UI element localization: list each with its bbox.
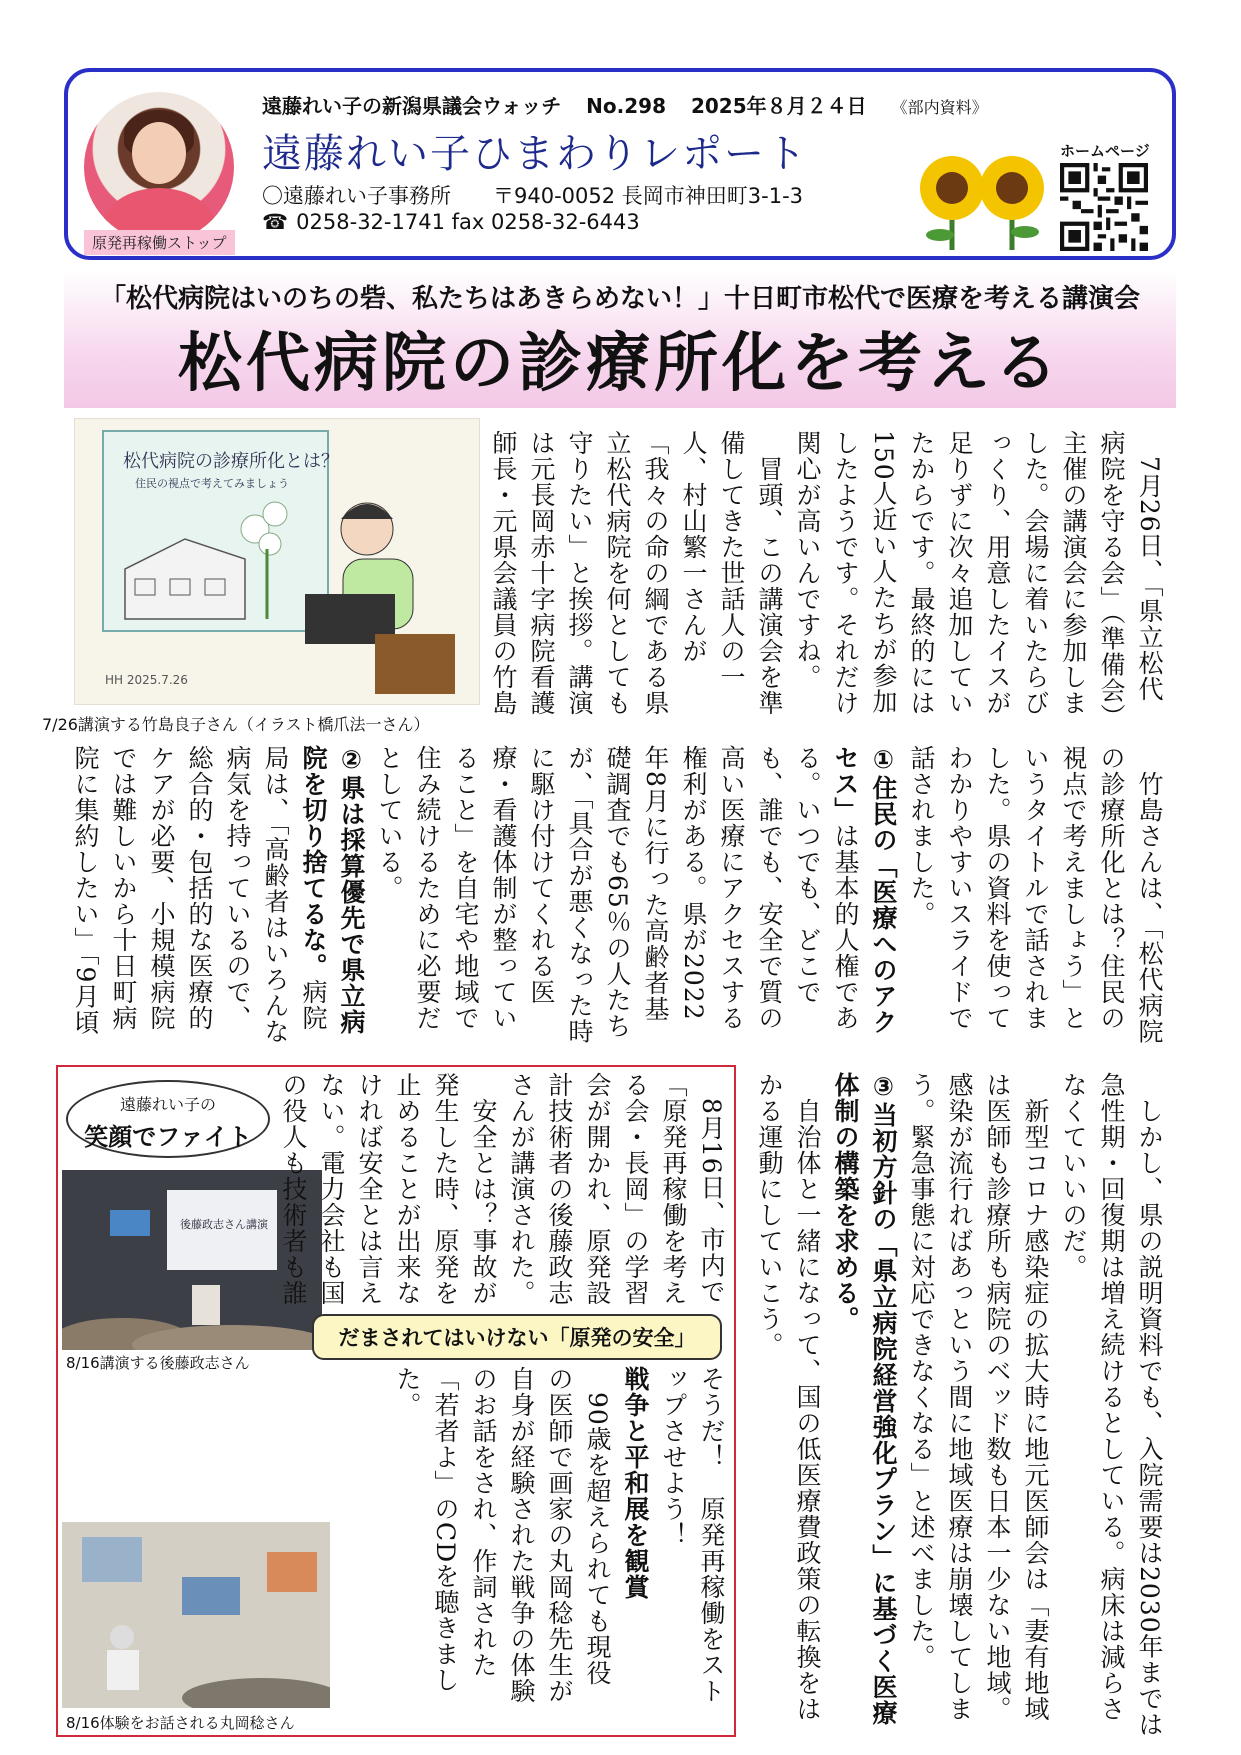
- issue-number: No.298: [586, 94, 666, 118]
- series-name: 遠藤れい子の新潟県議会ウォッチ: [262, 94, 562, 118]
- lecture-illustration: [74, 418, 480, 705]
- phone-icon: ☎: [262, 210, 289, 234]
- illustration-note-2: 住民の視点で考えてみましょう: [135, 477, 289, 490]
- homepage-label: ホームページ: [1060, 142, 1150, 160]
- illustration-note-1: 松代病院の診療所化とは？: [123, 451, 339, 472]
- corner-paragraph: 8月16日、市内で「原発再稼働を考える会・長岡」の学習会が開かれ、原発設計技術者の後藤政志さんが講演された。: [507, 1072, 726, 1306]
- point-2-heading: ②県は採算優先で県立病院を切り捨てるな。: [299, 745, 366, 1035]
- article-paragraph: 新型コロナ感染症の拡大時に地元医師会は「妻有地域は医師も診療所も病院のベッド数も日本一少ない地域。感染が流行ればあっという間に地域医療は崩壊してしまう。緊急事態に対応できなくなる」と述べました。: [907, 1072, 1050, 1722]
- article-paragraph: しかし、県の説明資料でも、入院需要は2030年までは急性期・回復期は増え続けるとしている。病床は減らさなくていいのだ。: [1059, 1072, 1164, 1738]
- corner-box-title: だまされてはいけない「原発の安全」: [312, 1314, 722, 1360]
- corner-paragraph: 安全とは？事故が発生した時、原発を止めることが出来なければ安全とは言えない。電力会社も国の役人も技術者も誰: [279, 1072, 498, 1306]
- slide-text: 後藤政志さん講演: [180, 1218, 268, 1231]
- internal-label: 《部内資料》: [891, 98, 988, 117]
- author-portrait: [84, 92, 234, 242]
- report-title: 遠藤れい子ひまわりレポート: [262, 131, 808, 177]
- office-phone: [262, 210, 640, 234]
- corner-paragraph: そうだ！ 原発再稼働をストップさせよう！: [659, 1366, 726, 1704]
- illustration-signature: HH 2025.7.26: [105, 673, 188, 687]
- corner-name: 遠藤れい子の: [119, 1095, 216, 1114]
- sub-headline: 「松代病院はいのちの砦、私たちはあきらめない！」十日町市松代で医療を考える講演会: [99, 284, 1140, 314]
- sunflower-icon: [900, 150, 1060, 250]
- corner-paragraph: 90歳を超えられても現役の医師で画家の丸岡稔先生が自身が経験された戦争の体験のお話をされ、作詞された「若者よ」のCDを聴きました。: [393, 1366, 612, 1704]
- issue-date: 2025年８月２４日: [690, 94, 867, 118]
- article-bottom-right-column: [744, 1072, 1168, 1742]
- article-paragraph: 7月26日、「県立松代病院を守る会」（準備会）主催の講演会に参加しました。会場に着いたらびっくり、用意したイスが足りずに次々追加していたからです。最終的には150人近い人たちが参加したようです。それだけ関心が高いんですね。: [793, 430, 1164, 717]
- phone-number: 0258-32-1741 fax 0258-32-6443: [296, 210, 640, 234]
- corner-title: 笑顔でファイト: [84, 1123, 252, 1151]
- article-paragraph: 病院局は、「高齢者はいろんな病気を持っているので、総合的・包括的な医療的ケアが必要、小規模病院では難しいから十日町病院に集約したい」「9月頃: [71, 745, 328, 1045]
- qr-code-icon[interactable]: [1060, 163, 1148, 251]
- article-middle-column: [64, 745, 1168, 1045]
- point-1-heading: ①住民の「医療へのアクセス」: [831, 745, 898, 1035]
- photo-2-caption: 8/16体験をお話される丸岡稔さん: [66, 1714, 295, 1732]
- main-headline: 松代病院の診療所化を考える: [178, 327, 1062, 401]
- exhibition-photo: [62, 1522, 330, 1708]
- corner-text-top: [270, 1072, 730, 1310]
- article-paragraph: は基本的人権である。いつでも、どこでも、誰でも、安全で質の高い医療にアクセスする権利がある。県が2022年8月に行った高齢者基礎調査でも65％の人たちが、「具合が悪くなった時に駆け付けてくれる医療・看護体制が整っていること」を自宅や地域で住み続けるために必要だとしている。: [375, 745, 860, 1045]
- corner-heading: 戦争と平和展を観賞: [621, 1366, 650, 1600]
- header-meta: [262, 90, 1006, 119]
- article-paragraph: 自治体と一緒になって、国の低医療費政策の転換をはかる運動にしていこう。: [755, 1072, 822, 1722]
- article-paragraph: 竹島さんは、「松代病院の診療所化とは？住民の視点で考えましょう」というタイトルで話されました。県の資料を使ってわかりやすいスライドで話されました。: [907, 745, 1164, 1045]
- corner-logo: [66, 1080, 270, 1158]
- photo-1-caption: 8/16講演する後藤政志さん: [66, 1354, 250, 1372]
- article-paragraph: 冒頭、この講演会を準備してきた世話人の一人、村山繁一さんが「我々の命の綱である県立松代病院を何としても守りたい」と挨拶。講演は元長岡赤十字病院看護師長・元県会議員の竹島: [489, 430, 784, 716]
- nuclear-stop-badge: 原発再稼働ストップ: [84, 230, 235, 255]
- article-citation: [744, 1072, 750, 1742]
- illustration-caption: 7/26講演する竹島良子さん（イラスト橋爪法一さん）: [42, 715, 430, 734]
- office-address: 〇遠藤れい子事務所 〒940-0052 長岡市神田町3-1-3: [262, 184, 804, 208]
- point-3-heading: ③当初方針の「県立病院経営強化プラン」に基づく医療体制の構築を求める。: [831, 1072, 898, 1726]
- article-top-column: [488, 430, 1168, 720]
